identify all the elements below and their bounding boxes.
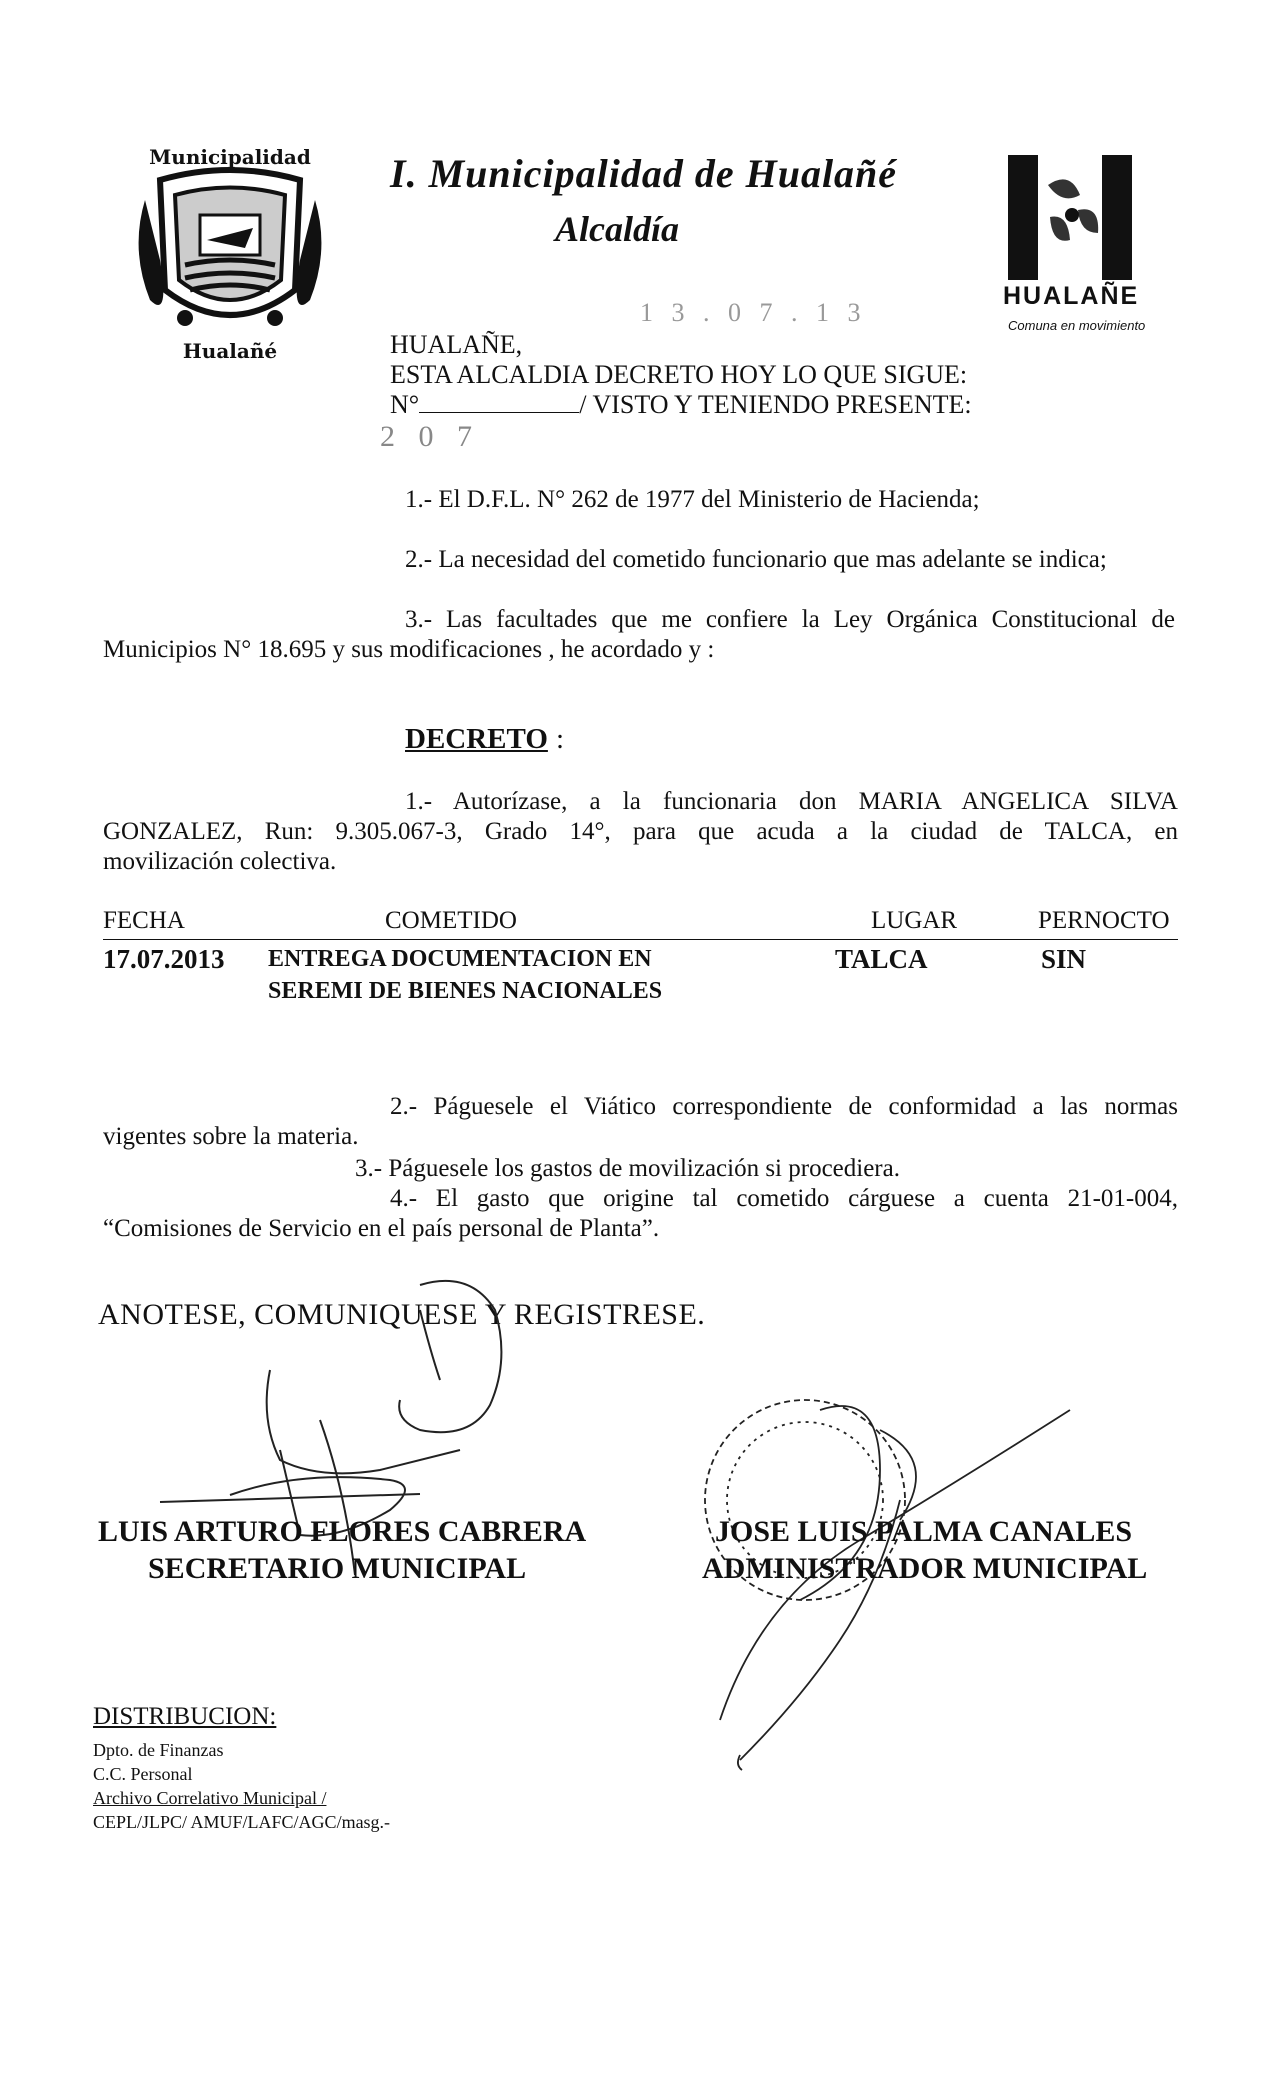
article-1-line-3: movilización colectiva. [103, 848, 337, 875]
closing-formula: ANOTESE, COMUNIQUESE Y REGISTRESE. [98, 1298, 706, 1331]
article-1-line-2: GONZALEZ, Run: 9.305.067-3, Grado 14°, para que acuda a la ciudad de TALCA, en [103, 818, 1178, 845]
right-signatory-title: ADMINISTRADOR MUNICIPAL [702, 1552, 1148, 1585]
header-fecha: FECHA [103, 907, 185, 934]
distribution-item: Archivo Correlativo Municipal / [93, 1788, 327, 1808]
number-suffix: / VISTO Y TENIENDO PRESENTE: [579, 390, 972, 419]
decreto-heading: DECRETO [405, 723, 548, 755]
article-4-line-1 [103, 1185, 1178, 1213]
cell-pernocto: SIN [1041, 944, 1087, 974]
distribution-item: C.C. Personal [93, 1764, 193, 1784]
logo-wordmark: HUALAÑE [1003, 282, 1140, 310]
number-prefix: N° [390, 390, 420, 419]
municipality-title: I. Municipalidad de Hualañé [390, 151, 898, 196]
date-stamp: 1 3 . 0 7 . 1 3 [640, 298, 867, 327]
consideration-2: 2.- La necesidad del cometido funcionario que mas adelante se indica; [405, 546, 1107, 573]
crest-top-text: Municipalidad [149, 145, 311, 169]
left-signatory-name: LUIS ARTURO FLORES CABRERA [98, 1515, 587, 1548]
distribution-heading: DISTRIBUCION: [93, 1703, 277, 1730]
cell-lugar: TALCA [835, 944, 928, 974]
right-signatory-name: JOSE LUIS PALMA CANALES [715, 1515, 1133, 1548]
municipal-crest-logo [125, 140, 335, 365]
crest-bottom-text: Hualañé [182, 339, 278, 363]
handwritten-decree-number: 2 0 7 [380, 420, 480, 453]
left-signatory-title: SECRETARIO MUNICIPAL [148, 1552, 527, 1585]
office-subtitle: Alcaldía [555, 209, 679, 249]
decree-number-line [390, 390, 972, 420]
header-lugar: LUGAR [871, 907, 958, 934]
consideration-3-line-1: 3.- Las facultades que me confiere la Ley Orgánica Constitucional de [405, 606, 1175, 633]
cell-cometido-line-2: SEREMI DE BIENES NACIONALES [268, 978, 663, 1004]
number-blank-field [419, 390, 579, 413]
distribution-item: Dpto. de Finanzas [93, 1740, 224, 1760]
article-3: 3.- Páguesele los gastos de movilización si procediera. [355, 1155, 900, 1182]
article-1-line-1 [103, 788, 1178, 816]
consideration-3-line-2: Municipios N° 18.695 y sus modificaciones , he acordado y : [103, 636, 715, 663]
header-pernocto: PERNOCTO [1038, 907, 1170, 934]
article-2-text-1: 2.- Páguesele el Viático correspondiente de conformidad a las normas [390, 1093, 1178, 1120]
decree-intro-line: ESTA ALCALDIA DECRETO HOY LO QUE SIGUE: [390, 360, 968, 389]
distribution-item: CEPL/JLPC/ AMUF/LAFC/AGC/masg.- [93, 1812, 391, 1832]
hualane-h-logo-icon [1000, 155, 1140, 280]
cell-cometido-line-1: ENTREGA DOCUMENTACION EN [268, 946, 652, 972]
article-4-line-2: “Comisiones de Servicio en el país personal de Planta”. [103, 1215, 660, 1242]
table-header [103, 907, 1178, 940]
article-4-text-1: 4.- El gasto que origine tal cometido cárguese a cuenta 21-01-004, [390, 1185, 1178, 1212]
article-2-line-2: vigentes sobre la materia. [103, 1123, 359, 1150]
city-line: HUALAÑE, [390, 330, 523, 359]
header-cometido: COMETIDO [385, 907, 517, 934]
decreto-colon: : [556, 723, 565, 755]
article-1-text-1: 1.- Autorízase, a la funcionaria don MARIA ANGELICA SILVA [405, 788, 1178, 815]
consideration-1: 1.- El D.F.L. N° 262 de 1977 del Ministerio de Hacienda; [405, 486, 980, 513]
article-2-line-1 [103, 1093, 1178, 1121]
cell-fecha: 17.07.2013 [103, 944, 225, 974]
logo-tagline: Comuna en movimiento [1008, 318, 1146, 333]
